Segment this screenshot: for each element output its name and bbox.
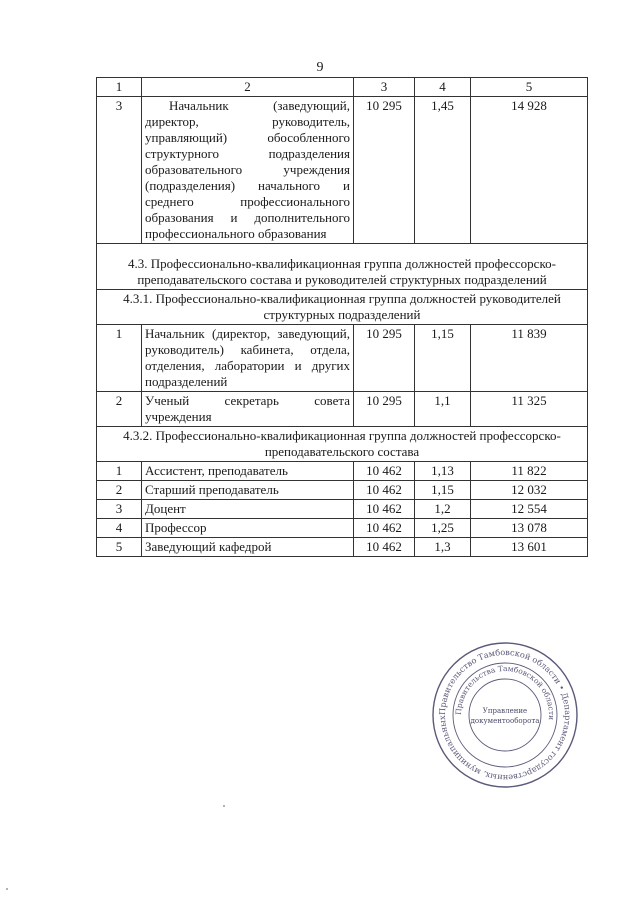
base-salary: 10 295 [354, 97, 415, 244]
table-row [97, 538, 588, 557]
total-salary: 13 601 [471, 538, 588, 557]
coefficient: 1,1 [415, 392, 471, 427]
position-name: Доцент [142, 500, 354, 519]
total-salary: 11 839 [471, 325, 588, 392]
position-name: Старший преподаватель [142, 481, 354, 500]
page-number: 9 [316, 60, 324, 75]
scan-speck [6, 888, 8, 890]
total-salary: 11 325 [471, 392, 588, 427]
base-salary: 10 462 [354, 500, 415, 519]
row-number: 4 [97, 519, 142, 538]
header-cell: 2 [142, 78, 354, 97]
subsection-heading-row [97, 427, 588, 462]
stamp-outer-text: Правительство Тамбовской области • Департамент государственных, муниципальных [436, 646, 574, 784]
stamp-seal-icon [430, 640, 580, 790]
coefficient: 1,2 [415, 500, 471, 519]
base-salary: 10 295 [354, 392, 415, 427]
official-stamp [430, 640, 580, 790]
scan-speck [223, 805, 225, 807]
row-number: 2 [97, 481, 142, 500]
header-cell: 4 [415, 78, 471, 97]
subsection-heading-row [97, 290, 588, 325]
header-cell: 3 [354, 78, 415, 97]
table-row [97, 500, 588, 519]
table-row [97, 392, 588, 427]
base-salary: 10 462 [354, 538, 415, 557]
total-salary: 11 822 [471, 462, 588, 481]
stamp-inner-text: Правительства Тамбовской области [453, 663, 557, 721]
table-row [97, 462, 588, 481]
position-name: Ассистент, преподаватель [142, 462, 354, 481]
position-name: Профессор [142, 519, 354, 538]
position-name: Начальник (директор, заведующий, руководитель) кабинета, отдела, отделения, лаборатории и других подразделений [142, 325, 354, 392]
table-row [97, 325, 588, 392]
position-name: Начальник (заведующий, директор, руководитель, управляющий) обособленного структурного подразделения образовательного учреждения (подразделения) начального и среднего профессионального образования и дополнительного профессионального образования [142, 97, 354, 244]
table-row [97, 97, 588, 244]
coefficient: 1,15 [415, 481, 471, 500]
table-row [97, 519, 588, 538]
coefficient: 1,45 [415, 97, 471, 244]
base-salary: 10 295 [354, 325, 415, 392]
row-number: 1 [97, 325, 142, 392]
table-row [97, 481, 588, 500]
row-number: 3 [97, 500, 142, 519]
row-number: 2 [97, 392, 142, 427]
header-cell: 5 [471, 78, 588, 97]
row-number: 3 [97, 97, 142, 244]
total-salary: 12 032 [471, 481, 588, 500]
coefficient: 1,13 [415, 462, 471, 481]
total-salary: 12 554 [471, 500, 588, 519]
base-salary: 10 462 [354, 462, 415, 481]
subsection-heading: 4.3.1. Профессионально-квалификационная группа должностей руководителей структурных подразделений [97, 290, 588, 325]
total-salary: 13 078 [471, 519, 588, 538]
total-salary: 14 928 [471, 97, 588, 244]
section-heading: 4.3. Профессионально-квалификационная группа должностей профессорско-преподавательского состава и руководителей структурных подразделений [97, 244, 588, 290]
base-salary: 10 462 [354, 481, 415, 500]
coefficient: 1,25 [415, 519, 471, 538]
subsection-heading: 4.3.2. Профессионально-квалификационная группа должностей профессорско-преподавательского состава [97, 427, 588, 462]
base-salary: 10 462 [354, 519, 415, 538]
stamp-center-line1: Управление [482, 707, 528, 715]
salary-table [96, 77, 588, 557]
coefficient: 1,3 [415, 538, 471, 557]
stamp-center-line2: документооборота [470, 717, 540, 725]
position-name: Ученый секретарь совета учреждения [142, 392, 354, 427]
section-heading-row [97, 244, 588, 290]
position-name: Заведующий кафедрой [142, 538, 354, 557]
coefficient: 1,15 [415, 325, 471, 392]
row-number: 5 [97, 538, 142, 557]
table-header-row [97, 78, 588, 97]
header-cell: 1 [97, 78, 142, 97]
row-number: 1 [97, 462, 142, 481]
